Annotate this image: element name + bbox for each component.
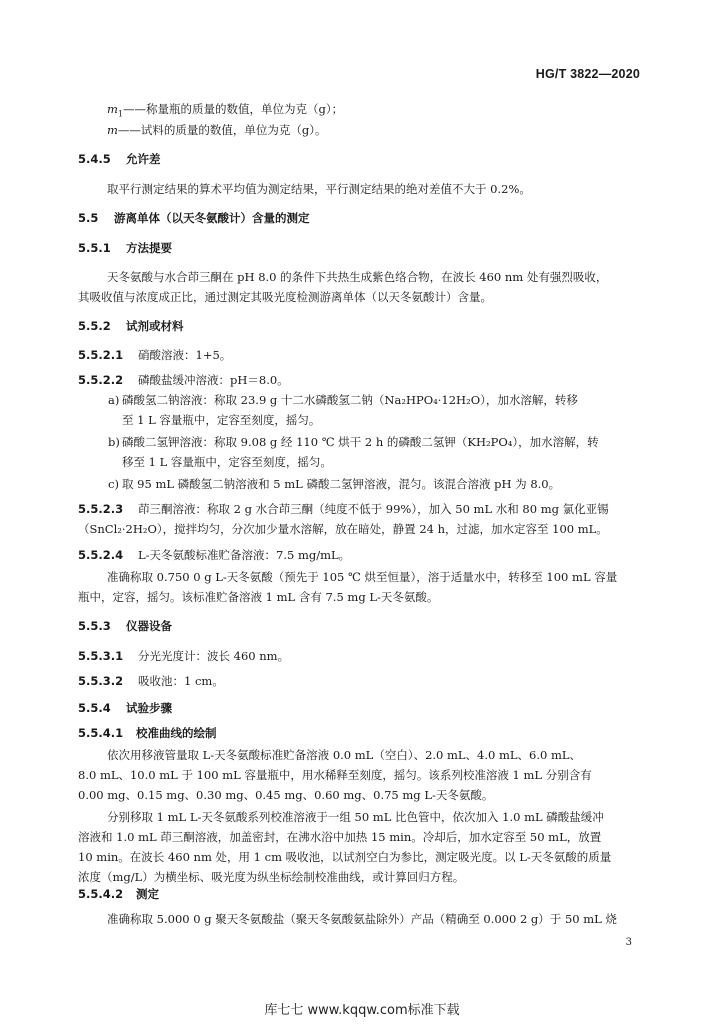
list-b-line2: 移至 1 L 容量瓶中，定容至刻度，摇匀。 xyxy=(122,455,332,469)
section-5-5-4-1-heading: 5.5.4.1 校准曲线的绘制 xyxy=(78,726,217,740)
definition-m1: $m_1——$称量瓶的质量的数值，单位为克（g）； xyxy=(107,102,344,119)
section-5-5-4-1-p1-line3: 0.00 mg、0.15 mg、0.30 mg、0.45 mg、0.60 mg、0.75 mg L-天冬氨酸。 xyxy=(78,788,494,802)
section-5-5-4-2-heading: 5.5.4.2 测定 xyxy=(78,887,159,901)
section-5-5-4-1-p1-line2: 8.0 mL、10.0 mL 于 100 mL 容量瓶中，用水稀释至刻度，摇匀。该系列校准溶液 1 mL 分别含有 xyxy=(78,768,592,782)
section-5-5-heading: 5.5 游离单体（以天冬氨酸计）含量的测定 xyxy=(78,211,310,225)
section-5-5-3-2: 5.5.3.2 吸收池：1 cm。 xyxy=(78,674,224,688)
section-5-5-4-1-p2-line4: 浓度（mg/L）为横坐标、吸光度为纵坐标绘制校准曲线，或计算回归方程。 xyxy=(78,870,465,884)
section-5-5-2-heading: 5.5.2 试剂或材料 xyxy=(78,319,184,333)
section-5-5-4-1-p2-line2: 溶液和 1.0 mL 茚三酮溶液，加盖密封，在沸水浴中加热 15 min。冷却后，加水定容至 50 mL，放置 xyxy=(78,830,602,844)
section-5-5-2-3: 5.5.2.3 茚三酮溶液：称取 2 g 水合茚三酮（纯度不低于 99%），加入 50 mL 水和 80 mg 氯化亚锡 xyxy=(78,502,609,516)
list-a-line2: 至 1 L 容量瓶中，定容至刻度，摇匀。 xyxy=(122,413,321,427)
section-5-5-2-1: 5.5.2.1 硝酸溶液：1+5。 xyxy=(78,348,232,362)
list-label-b: b) xyxy=(108,435,120,449)
section-5-5-2-3-line2: （SnCl₂·2H₂O），搅拌均匀，分次加少量水溶解，放在暗处，静置 24 h，过滤，加水定容至 100 mL。 xyxy=(78,522,608,536)
section-5-4-5-text: 取平行测定结果的算术平均值为测定结果，平行测定结果的绝对差值不大于 0.2%。 xyxy=(107,182,531,196)
section-5-5-1-heading: 5.5.1 方法提要 xyxy=(78,241,172,255)
section-5-5-3-1: 5.5.3.1 分光光度计：波长 460 nm。 xyxy=(78,649,290,663)
section-5-5-1-text-line2: 其吸收值与浓度成正比，通过测定其吸光度检测游离单体（以天冬氨酸计）含量。 xyxy=(78,290,492,304)
section-5-5-2-4: 5.5.2.4 L-天冬氨酸标准贮备溶液：7.5 mg/mL。 xyxy=(78,548,351,562)
list-label-c: c) xyxy=(108,477,119,491)
list-label-a: a) xyxy=(108,393,120,407)
list-b-line1: 磷酸二氢钾溶液：称取 9.08 g 经 110 ℃ 烘干 2 h 的磷酸二氢钾（KH₂PO₄），加水溶解，转 xyxy=(122,435,599,449)
section-5-5-4-2-text: 准确称取 5.000 0 g 聚天冬氨酸盐（聚天冬氨酸氨盐除外）产品（精确至 0.000 2 g）于 50 mL 烧 xyxy=(107,912,617,926)
page-number: 3 xyxy=(625,937,632,948)
section-5-5-4-1-p2-line3: 10 min。在波长 460 nm 处，用 1 cm 吸收池，以试剂空白为参比，测定吸光度。以 L-天冬氨酸的质量 xyxy=(78,850,612,864)
section-5-4-5-heading: 5.4.5 允许差 xyxy=(78,152,161,166)
list-a-line1: 磷酸氢二钠溶液：称取 23.9 g 十二水磷酸氢二钠（Na₂HPO₄·12H₂O），加水溶解，转移 xyxy=(122,393,578,407)
section-5-5-2-4-line2: 瓶中，定容，摇匀。该标准贮备溶液 1 mL 含有 7.5 mg L-天冬氨酸。 xyxy=(78,590,439,604)
section-5-5-1-text-line1: 天冬氨酸与水合茚三酮在 pH 8.0 的条件下共热生成紫色络合物，在波长 460 nm 处有强烈吸收， xyxy=(107,270,608,284)
section-5-5-2-2: 5.5.2.2 磷酸盐缓冲溶液：pH＝8.0。 xyxy=(78,373,289,387)
section-5-5-3-heading: 5.5.3 仪器设备 xyxy=(78,619,172,633)
download-footer: 库七七 www.kqqw.com标准下载 xyxy=(264,1003,460,1018)
list-c-line1: 取 95 mL 磷酸氢二钠溶液和 5 mL 磷酸二氢钾溶液，混匀。该混合溶液 pH 为 8.0。 xyxy=(122,477,561,491)
definition-m: m——试料的质量的数值，单位为克（g）。 xyxy=(107,123,327,137)
section-5-5-4-1-p1-line1: 依次用移液管量取 L-天冬氨酸标准贮备溶液 0.0 mL（空白）、2.0 mL、4.0 mL、6.0 mL、 xyxy=(107,748,582,762)
standard-code-header: HG/T 3822—2020 xyxy=(535,67,640,81)
section-5-5-4-heading: 5.5.4 试验步骤 xyxy=(78,701,172,715)
section-5-5-2-4-line1: 准确称取 0.750 0 g L-天冬氨酸（预先于 105 ℃ 烘至恒量），溶于适量水中，转移至 100 mL 容量 xyxy=(107,570,618,584)
section-5-5-4-1-p2-line1: 分别移取 1 mL L-天冬氨酸系列校准溶液于一组 50 mL 比色管中，依次加入 1.0 mL 磷酸盐缓冲 xyxy=(107,810,604,824)
